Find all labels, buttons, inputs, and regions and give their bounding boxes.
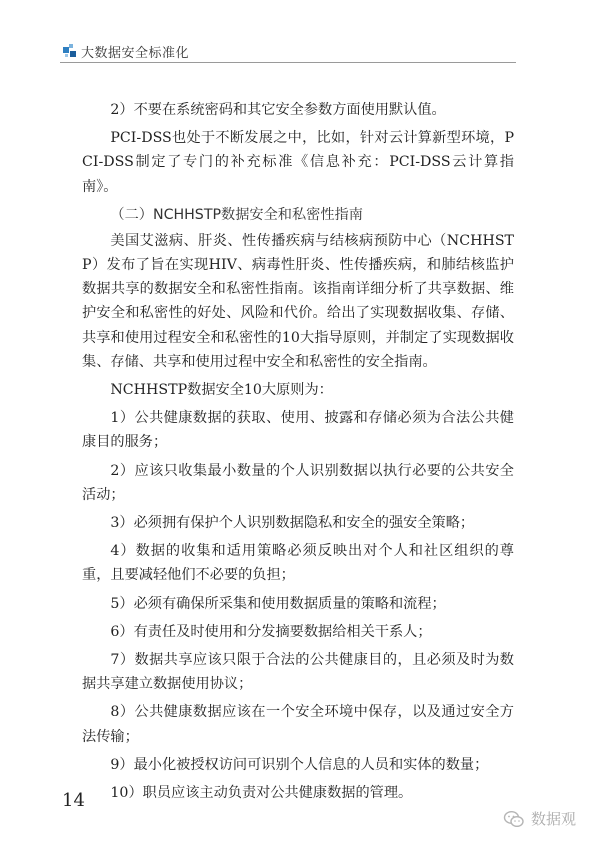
paragraph-nchhstp-intro: 美国艾滋病、肝炎、性传播疾病与结核病预防中心（NCHHSTP）发布了旨在实现HIV、病毒性肝炎、性传播疾病，和肺结核监护数据共享的数据安全和私密性指南。该指南详细分析了共享数据、维护安全和私密性的好处、风险和代价。给出了实现数据收集、存储、共享和使用过程安全和私密性的10大指导原则，并制定了实现数据收集、存储、共享和使用过程中安全和私密性的安全指南。 [82,232,514,370]
principle-item: 1）公共健康数据的获取、使用、披露和存储必须为合法公共健康目的服务； [82,410,514,451]
principle-item: 6）有责任及时使用和分发摘要数据给相关干系人； [110,623,432,640]
page-body [82,98,514,805]
paragraph-default-values: 2）不要在系统密码和其它安全参数方面使用默认值。 [110,102,446,118]
running-header-title: 大数据安全标准化 [81,45,190,61]
paragraph-pci-dss-cloud: PCI-DSS也处于不断发展之中，比如，针对云计算新型环境，PCI-DSS制定了专门的补充标准《信息补充：PCI-DSS云计算指南》。 [82,130,514,195]
watermark-label: 数据观 [530,810,576,828]
watermark [503,808,576,829]
section-subheading: （二）NCHHSTP数据安全和私密性指南 [110,206,363,223]
header-rule [60,62,516,63]
wechat-icon [503,810,525,828]
book-logo-icon [63,44,77,58]
principle-item: 10）职员应该主动负责对公共健康数据的管理。 [110,785,413,802]
running-header [63,40,189,62]
principle-item: 7）数据共享应该只限于合法的公共健康目的，且必须及时为数据共享建立数据使用协议； [82,652,514,693]
page-number: 14 [62,790,85,811]
paragraph-principles-lead: NCHHSTP数据安全10大原则为： [110,382,333,399]
principle-item: 9）最小化被授权访问可识别个人信息的人员和实体的数量； [110,756,489,773]
principle-item: 4）数据的收集和适用策略必须反映出对个人和社区组织的尊重，且要减轻他们不必要的负担； [82,543,514,584]
principle-item: 2）应该只收集最小数量的个人识别数据以执行必要的公共安全活动； [82,462,514,503]
principle-item: 3）必须拥有保护个人识别数据隐私和安全的强安全策略； [110,515,475,532]
principle-item: 8）公共健康数据应该在一个安全环境中保存，以及通过安全方法传输； [82,704,514,745]
principle-item: 5）必须有确保所采集和使用数据质量的策略和流程； [110,595,446,612]
